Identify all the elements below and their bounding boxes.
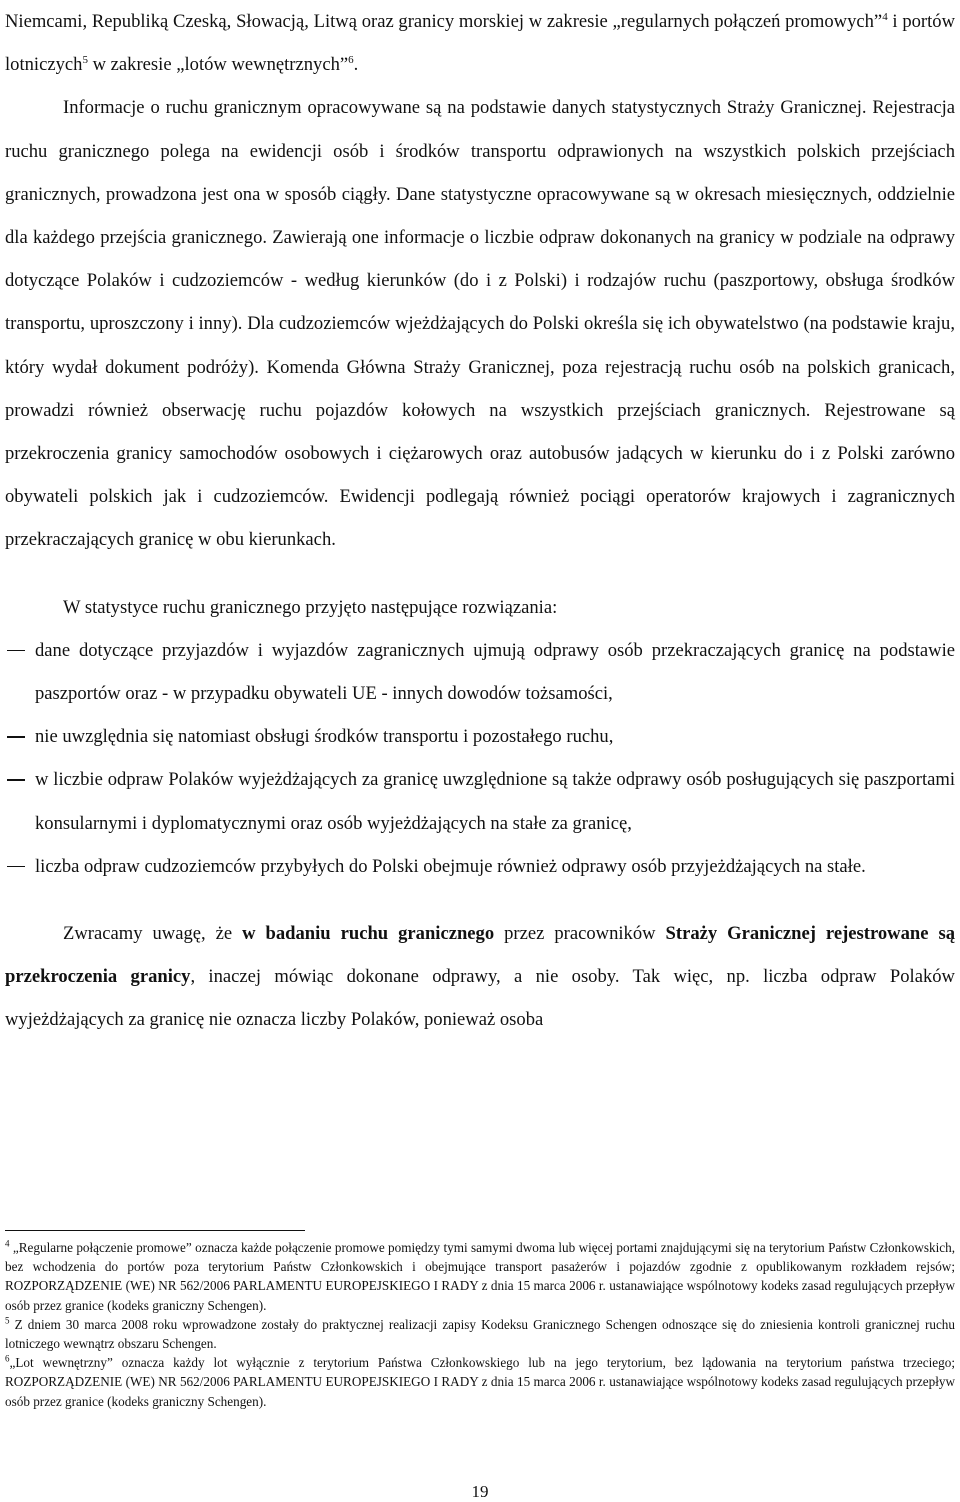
footnote-6: $^6$„Lot wewnętrzny” oznacza każdy lot wyłącznie z terytorium Państwa Członkowskiego lub na jego terytorium, bez lądowania na terytorium państwa trzeciego; ROZPORZĄDZENIE (WE) NR 562/2006 PARLAMENTU EUROPEJSKIEGO I RADY z dnia 15 marca 2006 r. ustanawiające wspólnotowy kodeks zasad regulujących przepływ osób przez granice (kodeks graniczny Schengen). (5, 1353, 955, 1409)
footnote-4: $^4$ „Regularne połączenie promowe” oznacza każde połączenie promowe pomiędzy tymi samymi dwoma lub więcej portami znajdującymi się na terytorium Państw Członkowskich, bez wchodzenia do portów poza terytorium Państw Członkowskich i obejmujące transport pasażerów i pojazdów zgodnie z opublikowanym rozkładem rejsów; ROZPORZĄDZENIE (WE) NR 562/2006 PARLAMENTU EUROPEJSKIEGO I RADY z dnia 15 marca 2006 r. ustanawiające wspólnotowy kodeks zasad regulujących przepływ osób przez granice (kodeks graniczny Schengen). (5, 1238, 955, 1313)
note-paragraph: Zwracamy uwagę, że w badaniu ruchu granicznego przez pracowników Straży Granicznej rejestrowane są przekroczenia granicy, inaczej mówiąc dokonane odprawy, a nie osoby. Tak więc, np. liczba odpraw Polaków wyjeżdżających za granicę nie oznacza liczby Polaków, ponieważ osoba (5, 923, 955, 1031)
list-item: liczba odpraw cudzoziemców przybyłych do Polski obejmuje również odprawy osób przyjeżdżających na stałe. (35, 855, 866, 877)
list-intro-paragraph: W statystyce ruchu granicznego przyjęto następujące rozwiązania: (63, 596, 558, 618)
footnote-ref-5[interactable]: 5 (82, 54, 88, 67)
body-paragraph-2: Informacje o ruchu granicznym opracowywane są na podstawie danych statystycznych Straży Granicznej. Rejestracja ruchu granicznego polega na ewidencji osób i środków transportu odprawionych na wszystkich polskich przejściach granicznych, prowadzona jest ona w sposób ciągły. Dane statystyczne opracowywane są w okresach miesięcznych, oddzielnie dla każdego przejścia granicznego. Zawierają one informacje o liczbie odpraw dokonanych na granicy w podziale na odprawy dotyczące Polaków i cudzoziemców - według kierunków (do i z Polski) i rodzajów ruchu (paszportowy, obsługa środków transportu, uproszczony i inny). Dla cudzoziemców wjeżdżających do Polski określa się ich obywatelstwo (na podstawie kraju, który wydał dokument podróży). Komenda Główna Straży Granicznej, poza rejestracją ruchu osób na polskich granicach, prowadzi również obserwację ruchu pojazdów kołowych na wszystkich przejściach granicznych. Rejestrowane są przekroczenia granicy samochodów osobowych i ciężarowych oraz autobusów jadących w kierunku do i z Polski zarówno obywateli polskich jak i cudzoziemców. Ewidencji podlegają również pociągi operatorów krajowych i zagranicznych przekraczających granicę w obu kierunkach. (5, 97, 955, 551)
footnote-ref-4[interactable]: 4 (882, 10, 888, 23)
body-paragraph-1: Niemcami, Republiką Czeską, Słowacją, Litwą oraz granicy morskiej w zakresie „regularnych połączeń promowych”$^4$ i portów lotniczych$^5$ w zakresie „lotów wewnętrznych”$^6$. (5, 10, 955, 76)
footnote-ref-6[interactable]: 6 (348, 54, 354, 67)
footnote-5: $^5$ Z dniem 30 marca 2008 roku wprowadzone zostały do praktycznej realizacji zapisy Kodeksu Granicznego Schengen odnoszące się do zniesienia kontroli granicznej ruchu lotniczego wewnątrz obszaru Schengen. (5, 1315, 955, 1352)
bold-phrase-border-guard: Straży Granicznej rejestrowane są przekroczenia granicy (5, 923, 955, 988)
document-page (5, 0, 955, 1042)
dash-list (5, 629, 955, 888)
list-item: nie uwzględnia się natomiast obsługi środków transportu i pozostałego ruchu, (35, 726, 614, 748)
footnotes-section (5, 1238, 955, 1411)
bold-phrase-border-survey: w badaniu ruchu granicznego (242, 923, 495, 945)
list-item: w liczbie odpraw Polaków wyjeżdżających za granicę uwzględnione są także odprawy osób posługujących się paszportami konsularnymi i dyplomatycznymi oraz osób wyjeżdżających na stałe za granicę, (35, 769, 955, 834)
page-number: 19 (471, 1482, 489, 1501)
list-item: dane dotyczące przyjazdów i wyjazdów zagranicznych ujmują odprawy osób przekraczających granicę na podstawie paszportów oraz - w przypadku obywateli UE - innych dowodów tożsamości, (35, 639, 955, 705)
footnote-separator (5, 1230, 305, 1231)
